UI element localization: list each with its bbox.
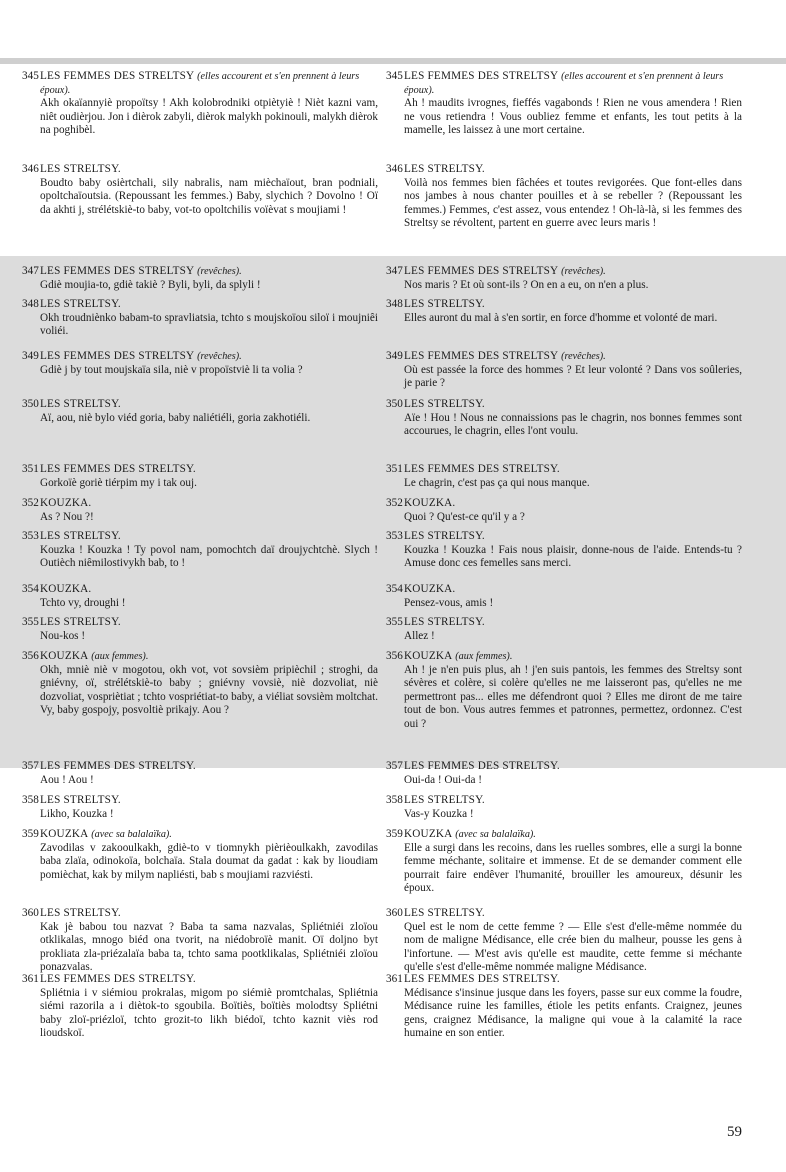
speaker-name: LES FEMMES DES STRELTSY.	[40, 463, 196, 475]
speaker-name: KOUZKA	[404, 828, 453, 840]
verse-number: 346	[22, 163, 39, 175]
speaker-line	[22, 298, 378, 312]
stage-direction: (revêches).	[561, 351, 606, 362]
verse-text: Gdiè j by tout moujskaïa sila, niè v propoïstviè li ta volia ?	[40, 363, 303, 376]
speaker-line	[22, 650, 378, 664]
verse-text: Kak jè babou tou nazvat ? Baba ta sama nazvalas, Spliétniéi zloïou otklikalas, mnogo biéd ona tvorit, na niédobroïè manit. Oï doljno byt prokliata zla-priézalaïa baba ta, tchto sama pootklikalas, Spliétniéi zloïou ponazvalas.	[40, 920, 378, 974]
verse-text: Le chagrin, c'est pas ça qui nous manque.	[404, 476, 590, 489]
speaker-name: LES FEMMES DES STRELTSY.	[40, 760, 196, 772]
speaker-line	[22, 530, 378, 544]
speaker-line	[22, 398, 378, 412]
verse-text: Aïe ! Hou ! Nous ne connaissions pas le chagrin, nos bonnes femmes sont accourues, le chagrin, elles l'ont voulu.	[404, 411, 742, 438]
stage-direction: (revêches).	[197, 266, 242, 277]
verse-text: Zavodilas v zakooulkakh, gdiè-to v tiomnykh pièrièoulkakh, zavodilas baba zlaïa, odinokoïa, bolchaïa. Stala doumat da gadat : kak by lioudiam pomièchat, kak by milym napliésti, bab s moujiami razviésti.	[40, 841, 378, 881]
verse-entry	[22, 298, 378, 339]
verse-text: Gorkoïè goriè tiérpim my i tak ouj.	[40, 476, 197, 489]
speaker-name: LES FEMMES DES STRELTSY	[404, 70, 559, 82]
verse-number: 359	[22, 828, 39, 840]
speaker-line	[386, 350, 742, 364]
stage-direction: (elles accourent et s'en prennent à leurs époux).	[404, 71, 724, 96]
speaker-line	[22, 616, 378, 630]
verse-text: Kouzka ! Kouzka ! Fais nous plaisir, donne-nous de l'aide. Entends-tu ? Amuse donc ces femelles sans merci.	[404, 543, 742, 570]
speaker-line	[386, 583, 742, 597]
verse-text: Pensez-vous, amis !	[404, 596, 494, 609]
speaker-name: LES FEMMES DES STRELTSY	[40, 265, 195, 277]
speaker-name: KOUZKA.	[404, 583, 456, 595]
verse-text: Quoi ? Qu'est-ce qu'il y a ?	[404, 510, 525, 523]
verse-text: Elle a surgi dans les recoins, dans les ruelles sombres, elle a surgi la bonne femme méchante, solitaire et immense. Et de se demander comment elle pourrait faire endêver l'humanité, brouiller les amoureux, désunir les époux.	[404, 841, 742, 895]
verse-entry	[22, 163, 378, 217]
verse-text: Akh okaïannyiè propoïtsy ! Akh kolobrodniki otpiètyiè ! Nièt kazni vam, niêt oudièrjou. Jon i dièrok zabyli, dièrok malykh pokinouli, malykh dièrok na poghibèl.	[40, 97, 378, 137]
verse-number: 357	[22, 760, 39, 772]
speaker-line	[386, 616, 742, 630]
verse-text: Likho, Kouzka !	[40, 807, 114, 820]
verse-number: 349	[386, 350, 403, 362]
speaker-line	[22, 350, 378, 364]
verse-entry	[386, 298, 742, 325]
speaker-name: LES STRELTSY.	[40, 794, 121, 806]
speaker-name: LES FEMMES DES STRELTSY.	[404, 760, 560, 772]
verse-entry	[386, 497, 742, 524]
speaker-name: KOUZKA	[404, 650, 453, 662]
verse-text: As ? Nou ?!	[40, 510, 94, 523]
verse-number: 351	[386, 463, 403, 475]
verse-number: 355	[22, 616, 39, 628]
verse-entry	[22, 265, 378, 292]
stage-direction: (aux femmes).	[91, 651, 149, 662]
verse-number: 361	[22, 973, 39, 985]
stage-direction: (revêches).	[561, 266, 606, 277]
speaker-name: LES STRELTSY.	[40, 616, 121, 628]
speaker-name: LES STRELTSY.	[40, 530, 121, 542]
verse-number: 352	[386, 497, 403, 509]
verse-text: Okh troudniènko babam-to spravliatsia, tchto s moujskoïou siloï i moujniêi voliéi.	[40, 311, 378, 338]
page-number: 59	[727, 1124, 742, 1140]
speaker-line	[386, 163, 742, 177]
verse-entry	[386, 265, 742, 292]
verse-number: 358	[22, 794, 39, 806]
verse-text: Aï, aou, niè bylo viéd goria, baby naliétiéli, goria zakhotiéli.	[40, 411, 311, 424]
stage-direction: (aux femmes).	[455, 651, 513, 662]
verse-text: Médisance s'insinue jusque dans les foyers, passe sur eux comme la foudre, Médisance ruine les familles, étiole les petits enfants. Craignez, jeunes gens, craignez Médisance, la maligne qui voue à la calamité la race humaine en son entier.	[404, 986, 742, 1040]
verse-number: 355	[386, 616, 403, 628]
verse-text: Allez !	[404, 629, 435, 642]
speaker-name: LES STRELTSY.	[404, 530, 485, 542]
stage-direction: (revêches).	[197, 351, 242, 362]
verse-text: Boudto baby osièrtchali, sily nabralis, nam mièchaïout, bran podniali, opoltchaïoutsia. (Repoussant les femmes.) Baby, slychich ? Dovolno ! Oï da akhti j, strélétskiè-to baby, vot-to opoltchilis voïèvat s moujiami !	[40, 176, 378, 216]
verse-entry	[22, 497, 378, 524]
verse-text: Aou ! Aou !	[40, 773, 94, 786]
speaker-name: LES STRELTSY.	[404, 794, 485, 806]
speaker-line	[386, 530, 742, 544]
verse-text: Spliétnia i v siémiou prokralas, migom po siémiè promtchalas, Spliétnia siémi razorila a i diètok-to sgoubila. Boïtiès, boïtiès molodtsy Spliétni baby zloï-priézloï, tchto grozit-to likh biédoï, tchto kaznit viès rod lioudskoï.	[40, 986, 378, 1040]
speaker-name: LES STRELTSY.	[40, 163, 121, 175]
verse-text: Nos maris ? Et où sont-ils ? On en a eu, on n'en a plus.	[404, 278, 649, 291]
verse-number: 350	[22, 398, 39, 410]
verse-entry	[22, 350, 378, 377]
verse-number: 347	[22, 265, 39, 277]
verse-text: Vas-y Kouzka !	[404, 807, 474, 820]
speaker-line	[386, 760, 742, 774]
speaker-line	[22, 163, 378, 177]
verse-entry	[386, 583, 742, 610]
verse-entry	[22, 973, 378, 1041]
verse-text: Elles auront du mal à s'en sortir, en force d'homme et volonté de mari.	[404, 311, 718, 324]
verse-entry	[22, 583, 378, 610]
speaker-line	[22, 463, 378, 477]
speaker-line	[386, 794, 742, 808]
verse-number: 356	[22, 650, 39, 662]
verse-number: 360	[22, 907, 39, 919]
verse-entry	[22, 907, 378, 975]
speaker-line	[386, 973, 742, 987]
verse-entry	[386, 350, 742, 391]
verse-number: 353	[22, 530, 39, 542]
speaker-name: KOUZKA.	[404, 497, 456, 509]
speaker-line	[22, 70, 378, 97]
speaker-name: LES STRELTSY.	[404, 398, 485, 410]
verse-entry	[22, 794, 378, 821]
verse-entry	[22, 398, 378, 425]
verse-number: 345	[386, 70, 403, 82]
verse-text: Nou-kos !	[40, 629, 86, 642]
verse-entry	[22, 760, 378, 787]
speaker-name: LES STRELTSY.	[40, 907, 121, 919]
speaker-line	[386, 70, 742, 97]
verse-entry	[386, 616, 742, 643]
verse-entry	[386, 398, 742, 439]
verse-number: 349	[22, 350, 39, 362]
verse-number: 354	[386, 583, 403, 595]
speaker-line	[386, 497, 742, 511]
speaker-line	[386, 907, 742, 921]
verse-text: Quel est le nom de cette femme ? — Elle s'est d'elle-même nommée du nom de maligne Médisance, elle crée bien du malheur, pousse les gens à l'infortune. — M'est avis qu'elle est maudite, cette femme si méchante qu'elle s'est d'elle-même nommée maligne Médisance.	[404, 920, 742, 974]
speaker-line	[22, 828, 378, 842]
verse-number: 359	[386, 828, 403, 840]
speaker-line	[386, 298, 742, 312]
speaker-name: KOUZKA	[40, 650, 89, 662]
speaker-line	[386, 265, 742, 279]
top-band	[0, 0, 786, 64]
verse-entry	[22, 530, 378, 571]
speaker-name: LES STRELTSY.	[40, 398, 121, 410]
verse-number: 348	[386, 298, 403, 310]
verse-entry	[386, 163, 742, 231]
verse-number: 353	[386, 530, 403, 542]
verse-text: Tchto vy, droughi !	[40, 596, 126, 609]
verse-number: 356	[386, 650, 403, 662]
verse-number: 354	[22, 583, 39, 595]
speaker-name: LES STRELTSY.	[404, 298, 485, 310]
speaker-line	[386, 398, 742, 412]
stage-direction: (avec sa balalaïka).	[91, 829, 172, 840]
verse-entry	[386, 650, 742, 732]
verse-number: 357	[386, 760, 403, 772]
speaker-name: LES STRELTSY.	[404, 163, 485, 175]
verse-entry	[22, 650, 378, 718]
verse-text: Gdiè moujia-to, gdiè takiè ? Byli, byli, da splyli !	[40, 278, 261, 291]
speaker-name: KOUZKA.	[40, 497, 92, 509]
verse-entry	[22, 828, 378, 882]
speaker-line	[386, 650, 742, 664]
speaker-name: LES FEMMES DES STRELTSY	[40, 70, 195, 82]
verse-text: Ah ! maudits ivrognes, fieffés vagabonds ! Rien ne vous amendera ! Rien ne vous retiendra ! Vous oubliez femme et enfants, les tout petits à la mamelle, les laissez à une mort certaine.	[404, 97, 742, 137]
speaker-name: LES FEMMES DES STRELTSY	[404, 350, 559, 362]
verse-entry	[386, 530, 742, 571]
verse-entry	[386, 907, 742, 975]
speaker-name: KOUZKA	[40, 828, 89, 840]
speaker-name: LES FEMMES DES STRELTSY.	[40, 973, 196, 985]
verse-text: Oui-da ! Oui-da !	[404, 773, 482, 786]
verse-text: Voilà nos femmes bien fâchées et toutes revigorées. Que font-elles dans nos jambes à nous chanter pouilles et à se rebeller ? (Repoussant les femmes.) Femmes, c'est assez, vous entendez ! Oh-là-là, si les femmes des Streltsy se révoltent, partent en guerre avec leurs maris !	[404, 176, 742, 230]
speaker-name: LES FEMMES DES STRELTSY.	[404, 973, 560, 985]
verse-number: 358	[386, 794, 403, 806]
verse-entry	[386, 828, 742, 896]
speaker-name: LES FEMMES DES STRELTSY	[40, 350, 195, 362]
verse-text: Où est passée la force des hommes ? Et leur volonté ? Dans vos soûleries, je parie ?	[404, 363, 742, 390]
speaker-line	[386, 463, 742, 477]
verse-number: 351	[22, 463, 39, 475]
verse-text: Ah ! je n'en puis plus, ah ! j'en suis pantois, les femmes des Streltsy sont sévères et colère, si colère qu'elles ne me laisseront pas, qu'elles ne me permettront pas... elles me défendront quoi ? Elles me diront de me taire tout de bon. Vous autres femmes et patronnes, permettez, ordonnez. C'est oui ?	[404, 663, 742, 730]
speaker-name: LES FEMMES DES STRELTSY.	[404, 463, 560, 475]
speaker-line	[22, 760, 378, 774]
speaker-name: KOUZKA.	[40, 583, 92, 595]
verse-entry	[386, 463, 742, 490]
verse-entry	[386, 760, 742, 787]
speaker-name: LES STRELTSY.	[404, 616, 485, 628]
verse-number: 347	[386, 265, 403, 277]
verse-text: Okh, mniè niè v mogotou, okh vot, vot sovsièm pripièchil ; stroghi, da gniévny, oï, strélétskiè-to baby ; gniévny vovsiè, niè dozvoliat, niè dozvoliat, vospriètiat ; tchto vospriétiat-to baby, a viéliat sovsièm moltchat. Vy, baby gospojy, posvoltiè prikajy. Aou ?	[40, 663, 378, 717]
speaker-line	[22, 973, 378, 987]
verse-entry	[22, 616, 378, 643]
verse-entry	[22, 70, 378, 138]
speaker-line	[22, 907, 378, 921]
verse-number: 345	[22, 70, 39, 82]
verse-entry	[22, 463, 378, 490]
stage-direction: (elles accourent et s'en prennent à leurs époux).	[40, 71, 360, 96]
verse-entry	[386, 794, 742, 821]
verse-number: 346	[386, 163, 403, 175]
speaker-line	[22, 583, 378, 597]
verse-entry	[386, 70, 742, 138]
verse-number: 352	[22, 497, 39, 509]
speaker-name: LES STRELTSY.	[404, 907, 485, 919]
speaker-name: LES STRELTSY.	[40, 298, 121, 310]
speaker-line	[22, 265, 378, 279]
speaker-line	[22, 794, 378, 808]
speaker-name: LES FEMMES DES STRELTSY	[404, 265, 559, 277]
verse-number: 348	[22, 298, 39, 310]
speaker-line	[22, 497, 378, 511]
stage-direction: (avec sa balalaïka).	[455, 829, 536, 840]
speaker-line	[386, 828, 742, 842]
verse-entry	[386, 973, 742, 1041]
verse-number: 350	[386, 398, 403, 410]
verse-number: 360	[386, 907, 403, 919]
verse-number: 361	[386, 973, 403, 985]
verse-text: Kouzka ! Kouzka ! Ty povol nam, pomochtch daï droujychtchè. Slych ! Outièch niêmilostivykh bab, to !	[40, 543, 378, 570]
